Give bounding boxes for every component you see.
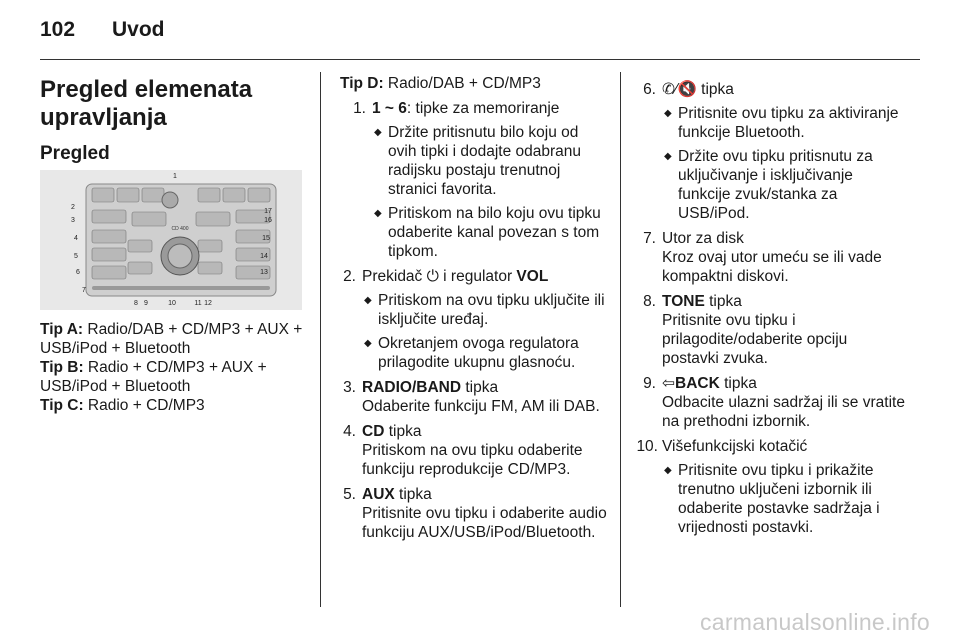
item-1-bullet-2: ◆ Pritiskom na bilo koju ovu tipku odaberite kanal povezan s tom tipkom. [374, 205, 601, 260]
item-1: 1. 1 ~ 6: tipke za memoriranje ◆ Držite pritisnutu bilo koju od ovih tipki i dodajte odabranu radijsku postaju trenutnoj stranici favorita. ◆ Pritiskom na bilo koju ovu tipku odaberite kanal povezan s tom tipkom. [340, 99, 608, 261]
item-9: 9. ⇦BACK tipka Odbacite ulazni sadržaj ili se vratite na prethodni izbornik. [643, 375, 905, 430]
item-2-bullet-2: ◆ Okretanjem ovoga regulatora prilagodite ukupnu glasnoću. [364, 335, 579, 371]
callout-6: 6 [76, 269, 80, 276]
column-1 [40, 76, 308, 163]
watermark: carmanualsonline.info [699, 609, 930, 635]
callout-11: 11 [194, 300, 202, 307]
callout-17: 17 [264, 208, 272, 215]
item-10-bullet-1: ◆ Pritisnite ovu tipku i prikažite trenutno uključeni izbornik ili odaberite postavke sadržaja i vrijednosti postavki. [664, 462, 880, 536]
control-panel-illustration [40, 170, 302, 310]
tip-b: Tip B: Radio + CD/MP3 + AUX + USB/iPod + Bluetooth [40, 359, 267, 395]
tip-c: Tip C: Radio + CD/MP3 [40, 397, 205, 414]
item-6-bullet-1: ◆ Pritisnite ovu tipku za aktiviranje funkcije Bluetooth. [664, 105, 899, 141]
tip-d: Tip D: Radio/DAB + CD/MP3 [340, 75, 541, 92]
page-title: Pregled elemenata upravljanja [40, 76, 253, 131]
section-title: Uvod [112, 18, 165, 41]
item-6-bullet-2: ◆ Držite ovu tipku pritisnutu za uključivanje i isključivanje funkcije zvuk/stanka za USB/iPod. [664, 148, 873, 222]
callout-10: 10 [168, 300, 176, 307]
page-number: 102 [40, 18, 76, 41]
column-divider-1 [320, 72, 321, 607]
header-rule [40, 59, 920, 60]
callout-13: 13 [260, 269, 268, 276]
callout-1: 1 [173, 173, 177, 180]
phone-mute-icon: ✆⁄🔇 [662, 81, 697, 98]
item-7: 7. Utor za disk Kroz ovaj utor umeću se ili vade kompaktni diskovi. [643, 230, 882, 285]
item-2-bullet-1: ◆ Pritiskom na ovu tipku uključite ili isključite uređaj. [364, 292, 605, 328]
control-panel-figure [40, 170, 302, 310]
subtitle: Pregled [40, 143, 110, 164]
callout-9: 9 [144, 300, 148, 307]
callout-12: 12 [204, 300, 212, 307]
tips-block [40, 320, 308, 415]
item-10: 10. Višefunkcijski kotačić ◆ Pritisnite ovu tipku i prikažite trenutno uključeni izbornik ili odaberite postavke sadržaja i vrijednosti postavki. [640, 437, 908, 537]
item-3: 3. RADIO/BAND tipka Odaberite funkciju FM, AM ili DAB. [343, 379, 600, 415]
callout-16: 16 [264, 217, 272, 224]
tip-a: Tip A: Radio/DAB + CD/MP3 + AUX + USB/iPod + Bluetooth [40, 321, 303, 357]
callout-14: 14 [260, 253, 268, 260]
column-divider-2 [620, 72, 621, 607]
callout-4: 4 [74, 235, 78, 242]
panel-model-label: CD 400 [171, 226, 189, 232]
item-1-bullet-1: ◆ Držite pritisnutu bilo koju od ovih tipki i dodajte odabranu radijsku postaju trenutnoj stranici favorita. [374, 124, 582, 198]
item-5: 5. AUX tipka Pritisnite ovu tipku i odaberite audio funkciju AUX/USB/iPod/Bluetooth. [343, 486, 607, 541]
item-8: 8. TONE tipka Pritisnite ovu tipku i prilagodite/odaberite opciju postavki zvuka. [643, 293, 848, 367]
item-6: 6. ✆⁄🔇 tipka ◆ Pritisnite ovu tipku za aktiviranje funkcije Bluetooth. ◆ Držite ovu tipku pritisnutu za uključivanje i isključivanje funkcije zvuk/stanka za USB/iPod. [640, 80, 908, 223]
item-2: 2. Prekidač ⏻ i regulator VOL ◆ Pritiskom na ovu tipku uključite ili isključite uređaj. ◆ Okretanjem ovoga regulatora prilagodite ukupnu glasnoću. [340, 267, 608, 372]
callout-7: 7 [82, 287, 86, 294]
item-4: 4. CD tipka Pritiskom na ovu tipku odaberite funkciju reprodukcije CD/MP3. [343, 423, 583, 478]
callout-8: 8 [134, 300, 138, 307]
back-arrow-icon: ⇦ [662, 375, 675, 392]
callout-3: 3 [71, 217, 75, 224]
column-3 [636, 74, 908, 537]
page-header [40, 18, 165, 42]
column-2 [340, 74, 608, 542]
callout-2: 2 [71, 204, 75, 211]
callout-5: 5 [74, 253, 78, 260]
callout-15: 15 [262, 235, 270, 242]
